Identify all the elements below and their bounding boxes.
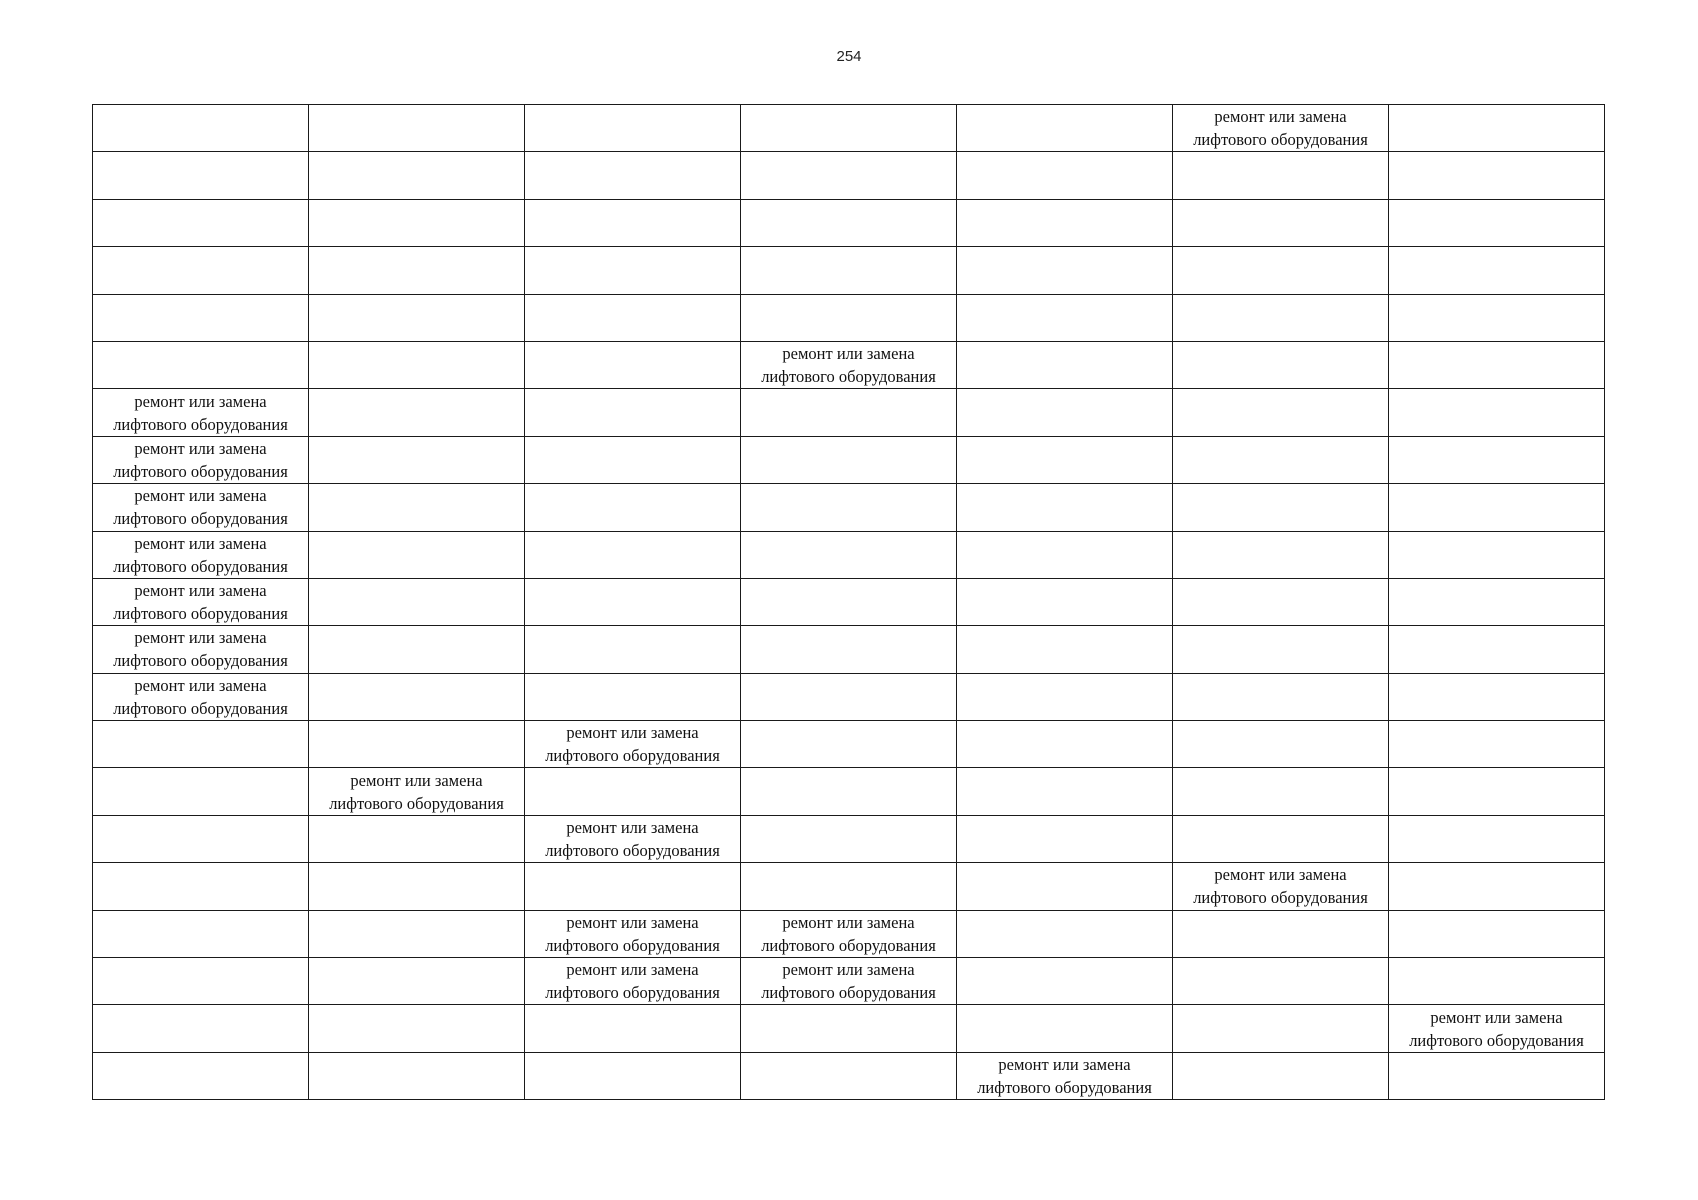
table-cell (1389, 247, 1605, 294)
table-cell (1389, 152, 1605, 199)
table-row (93, 199, 1605, 246)
table-cell (309, 436, 525, 483)
table-row (93, 910, 1605, 957)
table-cell (741, 294, 957, 341)
table-row (93, 294, 1605, 341)
table-cell (1173, 294, 1389, 341)
table-cell (309, 389, 525, 436)
table-cell (957, 626, 1173, 673)
table-cell (525, 626, 741, 673)
table-cell (1389, 531, 1605, 578)
table-cell (1173, 958, 1389, 1005)
table-cell (741, 673, 957, 720)
table-row (93, 152, 1605, 199)
table-cell (957, 910, 1173, 957)
table-cell (1389, 910, 1605, 957)
table-cell (525, 105, 741, 152)
table-cell (525, 341, 741, 388)
table-cell (957, 247, 1173, 294)
table-cell (1389, 626, 1605, 673)
table-cell (1173, 531, 1389, 578)
table-cell (93, 152, 309, 199)
table-cell: ремонт или замена лифтового оборудования (93, 531, 309, 578)
table-cell (1389, 768, 1605, 815)
table-cell (93, 815, 309, 862)
table-cell (741, 721, 957, 768)
table-cell (309, 673, 525, 720)
table-cell (93, 1052, 309, 1099)
table-cell (741, 815, 957, 862)
table-cell: ремонт или замена лифтового оборудования (741, 341, 957, 388)
table-cell (741, 436, 957, 483)
table-cell (1389, 815, 1605, 862)
table-cell (1389, 199, 1605, 246)
table-cell (957, 389, 1173, 436)
table-cell (1173, 436, 1389, 483)
table-cell (741, 1052, 957, 1099)
table-row (93, 1052, 1605, 1099)
table-cell (957, 152, 1173, 199)
table-cell: ремонт или замена лифтового оборудования (1389, 1005, 1605, 1052)
table-cell (957, 863, 1173, 910)
table-row (93, 341, 1605, 388)
table-cell (957, 578, 1173, 625)
table-cell (957, 294, 1173, 341)
table-cell (957, 341, 1173, 388)
table-cell: ремонт или замена лифтового оборудования (93, 389, 309, 436)
table-cell (1173, 247, 1389, 294)
table-cell (525, 436, 741, 483)
table-cell (1389, 389, 1605, 436)
table-cell (525, 673, 741, 720)
table-cell (1389, 436, 1605, 483)
table-cell (93, 768, 309, 815)
table-cell (93, 958, 309, 1005)
table-cell (525, 294, 741, 341)
table-cell (741, 531, 957, 578)
table-cell (1389, 484, 1605, 531)
table-row (93, 247, 1605, 294)
table-cell (1173, 910, 1389, 957)
table-cell (525, 484, 741, 531)
table-cell: ремонт или замена лифтового оборудования (93, 626, 309, 673)
table-row (93, 768, 1605, 815)
table-cell (741, 863, 957, 910)
table-cell: ремонт или замена лифтового оборудования (93, 578, 309, 625)
table-cell (525, 247, 741, 294)
table-cell: ремонт или замена лифтового оборудования (741, 910, 957, 957)
table-cell (525, 199, 741, 246)
table-cell (741, 389, 957, 436)
table-cell: ремонт или замена лифтового оборудования (525, 721, 741, 768)
table-row (93, 531, 1605, 578)
table-row (93, 721, 1605, 768)
table-cell (1389, 341, 1605, 388)
table-cell (957, 199, 1173, 246)
table-cell (309, 484, 525, 531)
table-cell (741, 484, 957, 531)
table-cell: ремонт или замена лифтового оборудования (93, 484, 309, 531)
table-cell (309, 531, 525, 578)
table-row (93, 626, 1605, 673)
table-cell (1173, 341, 1389, 388)
table-row (93, 863, 1605, 910)
table-cell (741, 247, 957, 294)
table-cell: ремонт или замена лифтового оборудования (1173, 105, 1389, 152)
table-cell (1173, 199, 1389, 246)
table-cell (93, 105, 309, 152)
table-cell (1389, 958, 1605, 1005)
table-cell: ремонт или замена лифтового оборудования (957, 1052, 1173, 1099)
table-cell (525, 578, 741, 625)
table-cell (309, 1005, 525, 1052)
table-cell (957, 958, 1173, 1005)
table-cell (309, 863, 525, 910)
table-cell (309, 626, 525, 673)
table-cell (309, 815, 525, 862)
table-cell (1173, 815, 1389, 862)
table-cell (309, 105, 525, 152)
table-cell (93, 910, 309, 957)
table-cell (525, 531, 741, 578)
table-cell (309, 1052, 525, 1099)
table-cell (525, 863, 741, 910)
table-cell (957, 105, 1173, 152)
table-row (93, 389, 1605, 436)
table-cell (957, 768, 1173, 815)
table-cell: ремонт или замена лифтового оборудования (93, 436, 309, 483)
table-cell (957, 1005, 1173, 1052)
table-cell (1173, 626, 1389, 673)
table-cell: ремонт или замена лифтового оборудования (525, 910, 741, 957)
table-cell (1173, 673, 1389, 720)
table-row (93, 105, 1605, 152)
table-cell: ремонт или замена лифтового оборудования (1173, 863, 1389, 910)
table-cell (1389, 578, 1605, 625)
table-cell (93, 721, 309, 768)
table-row (93, 673, 1605, 720)
table-cell (93, 294, 309, 341)
table-cell (93, 199, 309, 246)
table-cell (957, 721, 1173, 768)
table-cell (1173, 484, 1389, 531)
table-row (93, 958, 1605, 1005)
table-body (93, 105, 1605, 1100)
table-cell (1173, 721, 1389, 768)
page-number: 254 (836, 48, 862, 65)
table-row (93, 578, 1605, 625)
table-cell (93, 247, 309, 294)
table-cell (309, 152, 525, 199)
table-cell (93, 863, 309, 910)
table-cell (1389, 673, 1605, 720)
table-cell (525, 152, 741, 199)
table-cell: ремонт или замена лифтового оборудования (93, 673, 309, 720)
table-cell (741, 152, 957, 199)
table-row (93, 436, 1605, 483)
table-cell (741, 1005, 957, 1052)
table-cell (1173, 768, 1389, 815)
table-cell (309, 578, 525, 625)
table-cell (1389, 721, 1605, 768)
table-cell (957, 436, 1173, 483)
table-cell (309, 247, 525, 294)
table-row (93, 815, 1605, 862)
table-cell (93, 341, 309, 388)
table-cell (957, 484, 1173, 531)
table-cell (1173, 152, 1389, 199)
table-cell: ремонт или замена лифтового оборудования (525, 815, 741, 862)
table-cell (309, 294, 525, 341)
table-cell (93, 1005, 309, 1052)
table-cell (1389, 105, 1605, 152)
table-cell (741, 578, 957, 625)
table-cell: ремонт или замена лифтового оборудования (525, 958, 741, 1005)
table-cell: ремонт или замена лифтового оборудования (309, 768, 525, 815)
table-row (93, 484, 1605, 531)
table-cell (309, 958, 525, 1005)
table-cell (1173, 1052, 1389, 1099)
table-cell (1389, 863, 1605, 910)
table-cell (309, 199, 525, 246)
table-cell (741, 768, 957, 815)
table-cell (1173, 1005, 1389, 1052)
table-cell (957, 673, 1173, 720)
table-cell (525, 768, 741, 815)
table-cell (741, 199, 957, 246)
table-cell: ремонт или замена лифтового оборудования (741, 958, 957, 1005)
table-cell (525, 389, 741, 436)
table-cell (1389, 294, 1605, 341)
table-cell (1173, 578, 1389, 625)
table-cell (1389, 1052, 1605, 1099)
table-row (93, 1005, 1605, 1052)
table-cell (309, 721, 525, 768)
table-cell (957, 815, 1173, 862)
table-cell (1173, 389, 1389, 436)
table-cell (525, 1052, 741, 1099)
table-cell (741, 626, 957, 673)
table-cell (309, 910, 525, 957)
table-cell (525, 1005, 741, 1052)
table-cell (309, 341, 525, 388)
lift-repair-table (92, 104, 1605, 1100)
table-cell (957, 531, 1173, 578)
table-cell (741, 105, 957, 152)
